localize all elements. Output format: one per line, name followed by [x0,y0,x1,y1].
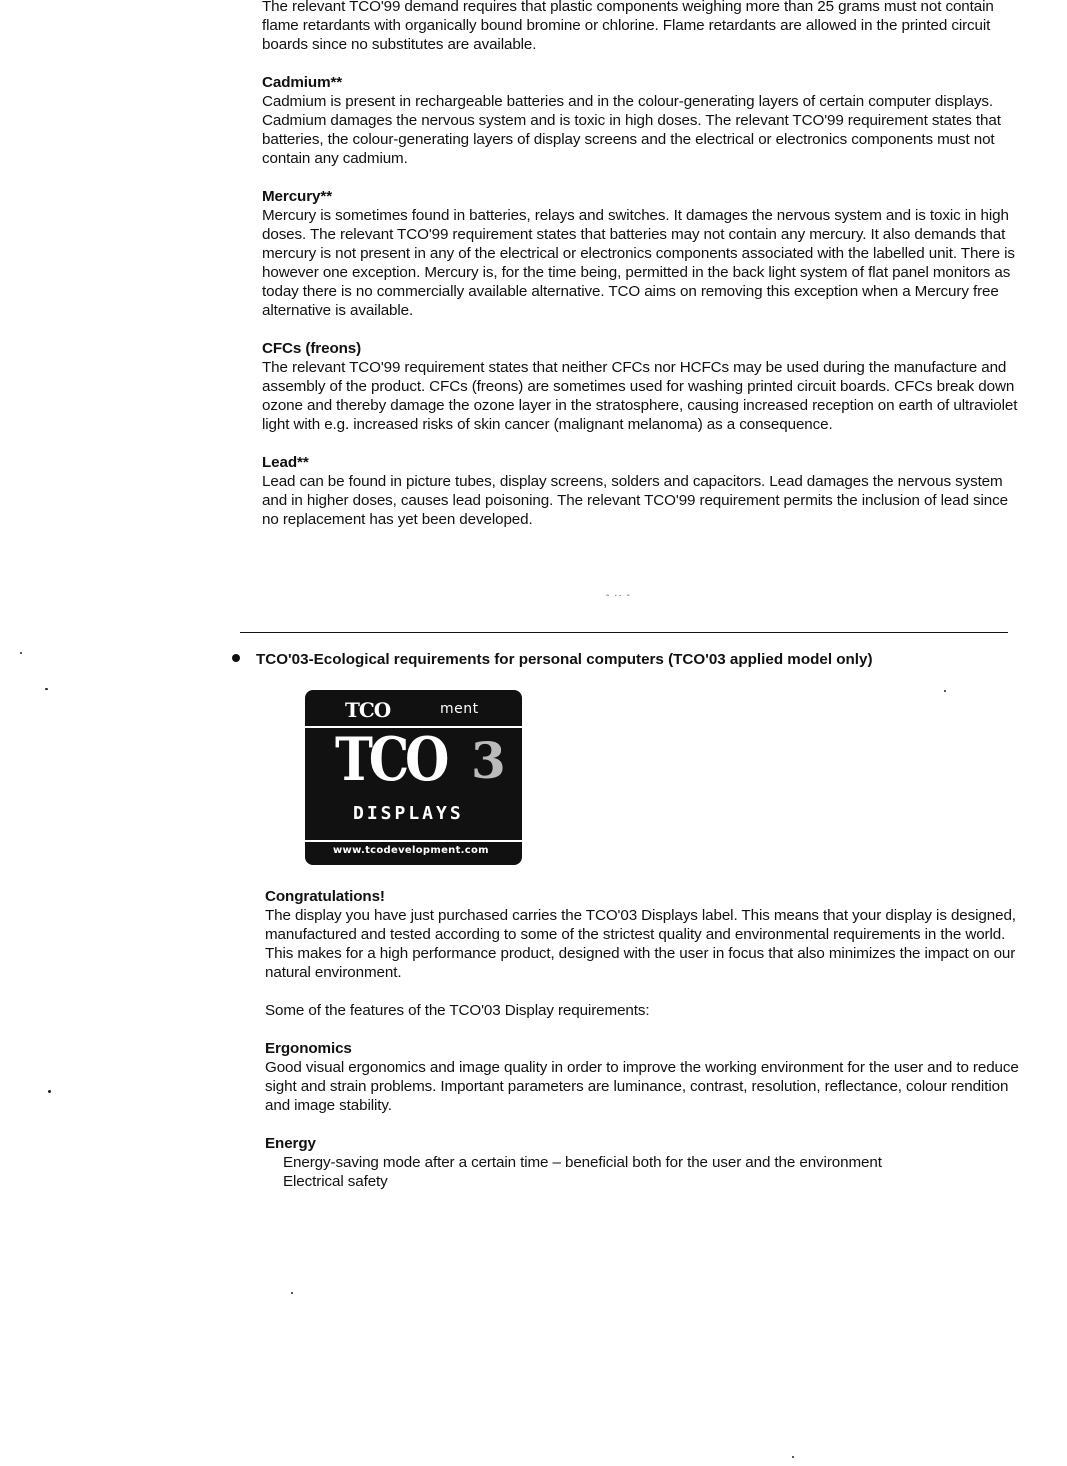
congratulations-section [265,887,1025,982]
energy-section [265,1134,1025,1191]
scan-speck [792,1456,794,1458]
label-top-word: ment [440,701,479,717]
bullet-icon [232,654,240,662]
tco-big-logo: TCO [335,725,446,795]
scan-speck [45,688,48,690]
features-intro: Some of the features of the TCO'03 Display requirements: [265,1002,650,1019]
congratulations-heading: Congratulations! [265,888,385,905]
energy-item: Electrical safety [283,1173,388,1190]
cfcs-section [262,339,1022,434]
label-top-band [305,690,522,728]
scan-speck [944,690,946,692]
section-divider [240,632,1008,633]
mercury-section [262,187,1022,320]
lead-heading: Lead** [262,454,309,471]
cadmium-section [262,73,1022,168]
page-marker: - ·· - [606,590,631,601]
tco03-displays-label [305,690,522,865]
congratulations-body: The display you have just purchased carries the TCO'03 Displays label. This means that your display is designed, manufactured and tested according to some of the strictest quality and environmental requirements in the world. This makes for a high performance product, designed with the user in focus that also minimizes the impact on our natural environment. [265,907,1016,981]
intro-paragraph: The relevant TCO'99 demand requires that plastic components weighing more than 25 grams must not contain flame retardants with organically bound bromine or chlorine. Flame retardants are allowed in the printed circuit boards since no substitutes are available. [262,0,994,53]
tco-small-logo: TCO [345,698,391,722]
cadmium-heading: Cadmium** [262,74,343,91]
tco03-bullet-heading [232,650,1032,669]
tco99-section [262,0,1022,548]
scan-speck [48,1090,51,1093]
scan-speck [291,1292,293,1294]
cfcs-body: The relevant TCO'99 requirement states that neither CFCs nor HCFCs may be used during the manufacture and assembly of the product. CFCs (freons) are sometimes used for washing printed circuit boards. CFCs break down ozone and thereby damage the ozone layer in the stratosphere, causing increased reception on earth of ultraviolet light with e.g. increased risks of skin cancer (malignant melanoma) as a consequence. [262,359,1018,433]
tco-number-three: 3 [471,731,506,790]
ergonomics-heading: Ergonomics [265,1040,352,1057]
ergonomics-body: Good visual ergonomics and image quality in order to improve the working environment for the user and to reduce sight and strain problems. Important parameters are luminance, contrast, resolution, reflectance, colour rendition and image stability. [265,1059,1019,1114]
tco03-section [265,887,1025,1210]
ergonomics-section [265,1039,1025,1115]
lead-body: Lead can be found in picture tubes, display screens, solders and capacitors. Lead damages the nervous system and in higher doses, causes lead poisoning. The relevant TCO'99 requirement permits the inclusion of lead since no replacement has yet been developed. [262,473,1008,528]
energy-item: Energy-saving mode after a certain time – beneficial both for the user and the environment [283,1154,882,1171]
energy-heading: Energy [265,1135,316,1152]
lead-section [262,453,1022,529]
mercury-body: Mercury is sometimes found in batteries, relays and switches. It damages the nervous system and is toxic in high doses. The relevant TCO'99 requirement states that batteries may not contain any mercury. It also demands that mercury is not present in any of the electrical or electronics components associated with the labelled unit. There is however one exception. Mercury is, for the time being, permitted in the back light system of flat panel monitors as today there is no commercially available alternative. TCO aims on removing this exception when a Mercury free alternative is available. [262,207,1015,319]
label-displays-text: DISPLAYS [353,803,464,824]
tco03-heading-text: TCO'03-Ecological requirements for personal computers (TCO'03 applied model only) [256,651,873,668]
mercury-heading: Mercury** [262,188,333,205]
cfcs-heading: CFCs (freons) [262,340,362,357]
label-url: www.tcodevelopment.com [333,845,489,856]
scan-speck [20,652,22,654]
cadmium-body: Cadmium is present in rechargeable batteries and in the colour-generating layers of certain computer displays. Cadmium damages the nervous system and is toxic in high doses. The relevant TCO'99 requirement states that batteries, the colour-generating layers of display screens and the electrical or electronics components must not contain any cadmium. [262,93,1001,167]
